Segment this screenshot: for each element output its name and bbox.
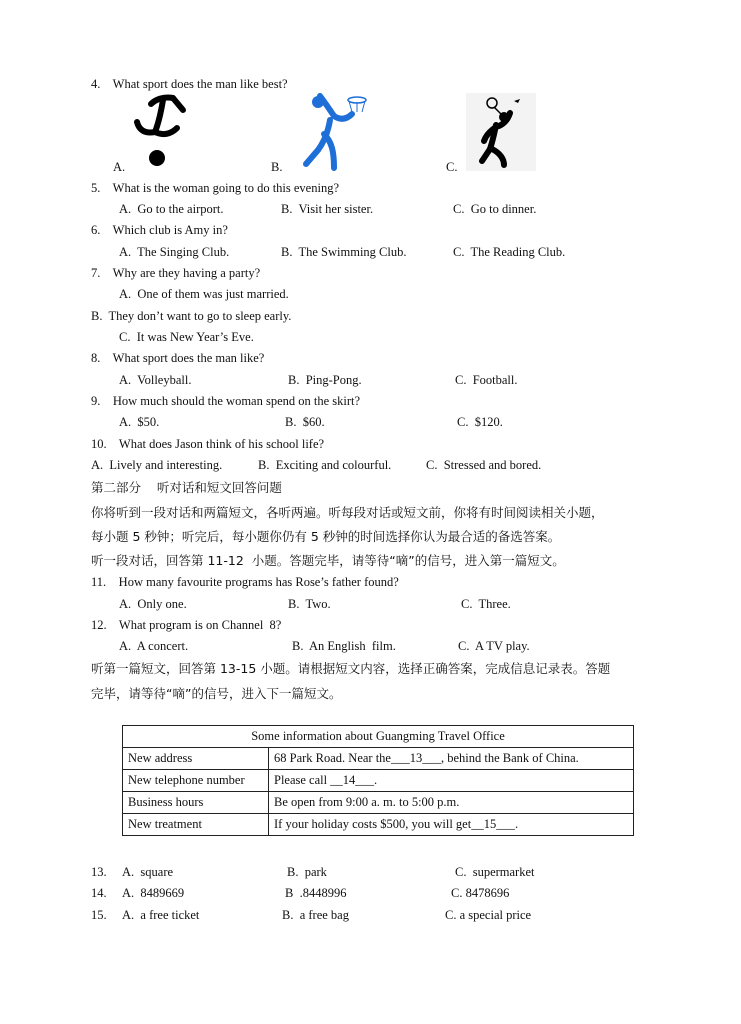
q10-question: 10. What does Jason think of his school life? [91, 437, 325, 451]
table-cell-value: If your holiday costs $500, you will get__15___. [269, 814, 634, 836]
q6-option-a: A. The Singing Club. [119, 245, 230, 259]
q9-option-b: B. $60. [285, 415, 325, 429]
q5-question: 5. What is the woman going to do this evening? [91, 181, 339, 195]
q15-option-b: B. a free bag [282, 908, 349, 922]
q14-option-c: C. 8478696 [451, 886, 510, 900]
table-cell-label: New address [123, 748, 269, 770]
part2-intro-line-1: 你将听到一段对话和两篇短文，各听两遍。听每段对话或短文前，你将有时间阅读相关小题， [91, 505, 604, 520]
table-row [123, 748, 634, 770]
q9-option-c: C. $120. [457, 415, 503, 429]
table-row [123, 792, 634, 814]
table-row [123, 770, 634, 792]
part2-heading: 第二部分 听对话和短文回答问题 [91, 480, 282, 495]
part2-intro-line-2: 每小题 5 秒钟；听完后，每小题你仍有 5 秒钟的时间选择你认为最合适的备选答案。 [91, 529, 561, 544]
q5-option-a: A. Go to the airport. [119, 202, 224, 216]
q8-option-a: A. Volleyball. [119, 373, 192, 387]
q11-option-a: A. Only one. [119, 597, 187, 611]
basketball-player-icon [300, 90, 370, 172]
passage1-intro-line-1: 听第一篇短文，回答第 13-15 小题。请根据短文内容，选择正确答案，完成信息记录表。答题 [91, 661, 611, 676]
q6-question: 6. Which club is Amy in? [91, 223, 228, 237]
q4-option-a-label: A. [113, 160, 126, 174]
info-table [122, 725, 634, 836]
q4-question: 4. What sport does the man like best? [91, 77, 288, 91]
q10-option-b: B. Exciting and colourful. [258, 458, 392, 472]
q12-option-b: B. An English film. [292, 639, 396, 653]
soccer-player-icon [133, 92, 193, 170]
q13-option-c: C. supermarket [455, 865, 535, 879]
q15-number: 15. [91, 908, 107, 922]
q11-option-b: B. Two. [288, 597, 331, 611]
q8-option-c: C. Football. [455, 373, 518, 387]
q5-option-c: C. Go to dinner. [453, 202, 537, 216]
q4-option-c-label: C. [446, 160, 458, 174]
q7-option-c: C. It was New Year’s Eve. [119, 330, 254, 344]
table-header-row [123, 726, 634, 748]
q11-option-c: C. Three. [461, 597, 511, 611]
q9-question: 9. How much should the woman spend on the skirt? [91, 394, 361, 408]
table-cell-value: Be open from 9:00 a. m. to 5:00 p.m. [269, 792, 634, 814]
badminton-player-icon [466, 93, 536, 171]
q12-option-c: C. A TV play. [458, 639, 530, 653]
table-cell-label: Business hours [123, 792, 269, 814]
q6-option-c: C. The Reading Club. [453, 245, 566, 259]
table-cell-value: 68 Park Road. Near the___13___, behind the Bank of China. [269, 748, 634, 770]
part2-intro-line-3: 听一段对话，回答第 11-12 小题。答题完毕，请等待“嘀”的信号，进入第一篇短文。 [91, 553, 565, 568]
q8-question: 8. What sport does the man like? [91, 351, 265, 365]
q15-option-a: A. a free ticket [122, 908, 200, 922]
q11-question: 11. How many favourite programs has Rose’s father found? [91, 575, 399, 589]
q12-option-a: A. A concert. [119, 639, 189, 653]
table-cell-value: Please call __14___. [269, 770, 634, 792]
q8-option-b: B. Ping-Pong. [288, 373, 362, 387]
q13-option-a: A. square [122, 865, 174, 879]
q14-number: 14. [91, 886, 107, 900]
table-row [123, 814, 634, 836]
passage1-intro-line-2: 完毕，请等待“嘀”的信号，进入下一篇短文。 [91, 686, 342, 701]
q13-number: 13. [91, 865, 107, 879]
table-cell-label: New treatment [123, 814, 269, 836]
q10-option-c: C. Stressed and bored. [426, 458, 542, 472]
q12-question: 12. What program is on Channel 8? [91, 618, 282, 632]
q15-option-c: C. a special price [445, 908, 532, 922]
q4-option-b-label: B. [271, 160, 283, 174]
q13-option-b: B. park [287, 865, 327, 879]
q9-option-a: A. $50. [119, 415, 160, 429]
q7-option-b: B. They don’t want to go to sleep early. [91, 309, 292, 323]
q10-option-a: A. Lively and interesting. [91, 458, 223, 472]
q6-option-b: B. The Swimming Club. [281, 245, 407, 259]
table-cell-label: New telephone number [123, 770, 269, 792]
q14-option-b: B .8448996 [285, 886, 347, 900]
q7-question: 7. Why are they having a party? [91, 266, 261, 280]
table-title: Some information about Guangming Travel Office [123, 726, 634, 748]
q5-option-b: B. Visit her sister. [281, 202, 374, 216]
q7-option-a: A. One of them was just married. [119, 287, 289, 301]
q14-option-a: A. 8489669 [122, 886, 185, 900]
